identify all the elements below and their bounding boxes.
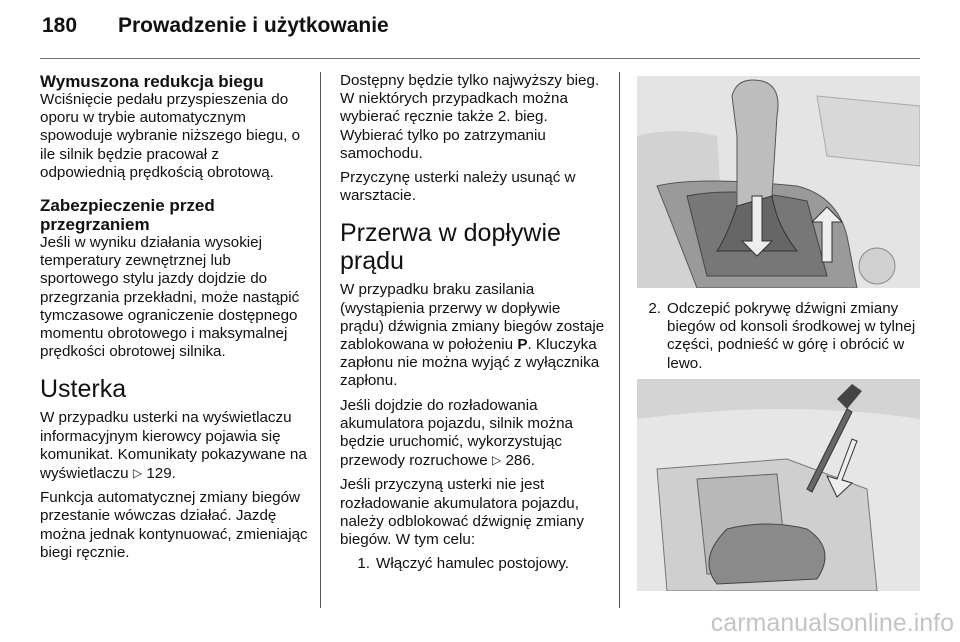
step-item xyxy=(637,300,920,373)
paragraph: W przypadku usterki na wyświetlaczu informacyjnym kierowcy pojawia się komunikat. Komunikaty pokazywane na wyświetlaczu ▷ 129. xyxy=(40,409,307,483)
step-text: Odczepić pokrywę dźwigni zmiany biegów od konsoli środkowej w tylnej części, podnieść w górę i obrócić w lewo. xyxy=(667,300,916,372)
header-rule xyxy=(40,58,920,59)
page-title: Prowadzenie i użytkowanie xyxy=(118,14,389,37)
page-number: 180 xyxy=(42,14,78,37)
column-left xyxy=(40,72,308,568)
ref-arrow-icon: ▷ xyxy=(132,466,143,481)
paragraph: Jeśli w wyniku działania wysokiej temperatury zewnętrznej lub sportowego stylu jazdy dojdzie do przegrzania przekładni, może nastąpić tymczasowe ograniczenie dostępnego momentu obrotowego i maksymalnej prędkości obrotowej silnika. xyxy=(40,234,300,361)
paragraph: Przyczynę usterki należy usunąć w warsztacie. xyxy=(340,169,576,205)
column-divider xyxy=(320,72,321,608)
section-heading: Zabezpieczenie przed przegrzaniem xyxy=(40,196,215,235)
gear-lever-illustration xyxy=(637,76,920,288)
page-header xyxy=(42,14,918,44)
page-reference[interactable]: 286. xyxy=(505,452,535,470)
section-heading-large: Przerwa w dopływie prądu xyxy=(340,219,561,276)
step-item xyxy=(340,555,608,573)
paragraph: Jeśli dojdzie do rozładowania akumulatora pojazdu, silnik można będzie uruchomić, wykorzystując przewody rozruchowe ▷ 286. xyxy=(340,396,573,470)
step-number: 1. xyxy=(357,555,370,573)
column-divider xyxy=(619,72,620,608)
console-cover-illustration xyxy=(637,379,920,591)
paragraph: W przypadku braku zasilania (wystąpienia przerwy w dopływie prądu) dźwignia zmiany biegów zostaje zablokowana w położeniu P. Kluczyka zapłonu nie można wyjąć z wyłącznika zapłonu. xyxy=(340,281,605,390)
column-middle xyxy=(340,72,608,573)
step-number: 2. xyxy=(648,300,661,317)
section-heading-large: Usterka xyxy=(40,375,127,404)
step-text: Włączyć hamulec postojowy. xyxy=(376,555,570,573)
watermark: carmanualsonline.info xyxy=(710,609,954,637)
paragraph: Jeśli przyczyną usterki nie jest rozładowanie akumulatora pojazdu, należy odblokować dźwignię zmiany biegów. W tym celu: xyxy=(340,476,584,549)
ref-arrow-icon: ▷ xyxy=(491,453,502,468)
paragraph: Dostępny będzie tylko najwyższy bieg. W niektórych przypadkach można wybierać ręcznie także 2. bieg. Wybierać tylko po zatrzymaniu samochodu. xyxy=(340,72,600,162)
paragraph: Wciśnięcie pedału przyspieszenia do oporu w trybie automatycznym spowoduje wybranie niższego biegu, o ile silnik będzie pracował z odpowiednią prędkością obrotową. xyxy=(40,91,301,181)
paragraph: Funkcja automatycznej zmiany biegów przestanie wówczas działać. Jazdę można jednak kontynuować, zmieniając biegi ręcznie. xyxy=(40,489,308,561)
column-right xyxy=(637,76,920,591)
section-heading: Wymuszona redukcja biegu xyxy=(40,72,264,91)
section-kickdown xyxy=(40,72,308,182)
page-reference[interactable]: 129. xyxy=(146,465,176,483)
section-overheat xyxy=(40,196,308,361)
